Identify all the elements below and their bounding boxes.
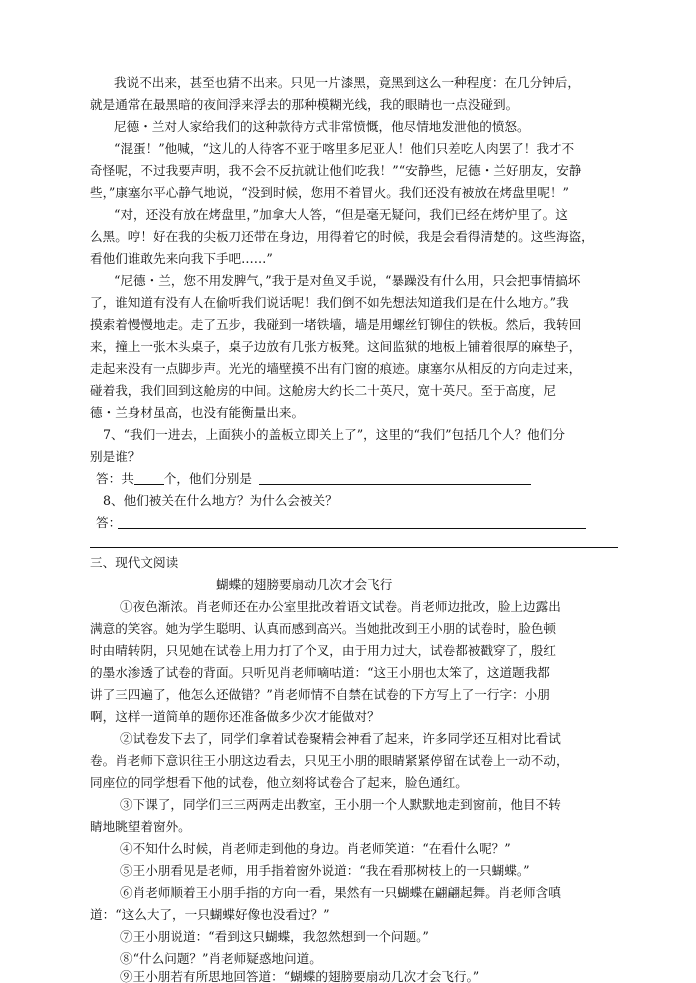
article-line: 时由晴转阴，只见她在试卷上用力打了个叉，由于用力过大，试卷都被戳穿了，殷红: [90, 643, 556, 658]
article-line: ⑨王小朋若有所思地回答道：“蝴蝶的翅膀要扇动几次才会飞行。”: [120, 970, 480, 983]
answer-prefix: 答：共: [96, 471, 134, 486]
question-8-answer-blank-2[interactable]: [90, 547, 618, 548]
article-line: 的墨水渗透了试卷的背面。只听见肖老师嘀咕道：“这王小朋也太笨了，这道题我都: [90, 665, 550, 680]
question-8: 8、他们被关在什么地方？为什么会被关？: [103, 493, 338, 508]
story-line: 了，谁知道有没有人在偷听我们说话呢！我们倒不如先想法知道我们是在什么地方。”我: [90, 295, 569, 310]
question-8-answer-blank-1[interactable]: [118, 528, 586, 529]
article-line: ④不知什么时候，肖老师走到他的身边。肖老师笑道：“在看什么呢？”: [120, 841, 511, 856]
story-line: 么黑。哼！好在我的尖板刀还带在身边，用得着它的时候，我是会看得清楚的。这些海盗，: [90, 229, 594, 244]
story-line: 尼德・兰对人家给我们的这种款待方式非常愤慨，他尽情地发泄他的愤怒。: [114, 119, 530, 134]
story-line: 些，”康塞尔平心静气地说，“没到时候，您用不着冒火。我们还没有被放在烤盘里呢！”: [90, 185, 569, 200]
article-line: ①夜色渐浓。肖老师还在办公室里批改着语文试卷。肖老师边批改，脸上边露出: [120, 599, 561, 614]
story-line: 我说不出来，甚至也猜不出来。只见一片漆黑，竟黑到这么一种程度：在几分钟后，: [114, 75, 580, 90]
answer-middle: 个，他们分别是: [163, 471, 252, 486]
article-line: ⑥肖老师顺着王小朋手指的方向一看，果然有一只蝴蝶在翩翩起舞。肖老师含嗔: [120, 885, 561, 900]
article-line: 啊，这样一道简单的题你还准备做多少次才能做对？: [90, 709, 380, 724]
names-answer-blank[interactable]: [259, 484, 531, 485]
story-line: 摸索着慢慢地走。走了五步，我碰到一堵铁墙，墙是用螺丝钉铆住的铁板。然后，我转回: [90, 317, 582, 332]
story-line: “尼德・兰，您不用发脾气，”我于是对鱼叉手说，“暴躁没有什么用，只会把事情搞坏: [114, 273, 581, 288]
story-line: “对，还没有放在烤盘里，”加拿大人答，“但是毫无疑问，我们已经在烤炉里了。这: [114, 207, 568, 222]
article-title: 蝴蝶的翅膀要扇动几次才会飞行: [216, 577, 393, 592]
section-heading: 三、现代文阅读: [90, 555, 179, 570]
article-line: 睛地眺望着窗外。: [90, 819, 191, 834]
question-8-answer-prefix: 答：: [96, 515, 122, 530]
story-line: 就是通常在最黑暗的夜间浮来浮去的那种模糊光线，我的眼睛也一点没碰到。: [90, 97, 519, 112]
article-line: 卷。肖老师下意识往王小朋这边看去，只见王小朋的眼睛紧紧停留在试卷上一动不动，: [90, 753, 569, 768]
question-7-answer: [96, 468, 624, 490]
story-line: 奇怪呢，不过我要声明，我不会不反抗就让他们吃我！”“安静些，尼德・兰好朋友，安静: [90, 163, 582, 178]
article-line: 道：“这么大了，一只蝴蝶好像也没看过？”: [90, 907, 330, 922]
article-line: ⑧“什么问题？”肖老师疑惑地问道。: [120, 951, 322, 966]
story-line: 德・兰身材虽高，也没有能衡量出来。: [90, 405, 305, 420]
article-line: 满意的笑容。她为学生聪明、认真而感到高兴。当她批改到王小朋的试卷时，脸色顿: [90, 621, 556, 636]
count-blank[interactable]: [134, 470, 164, 485]
question-7-line-2: 别是谁？: [90, 449, 141, 464]
story-line: 走起来没有一点脚步声。光光的墙壁摸不出有门窗的痕迹。康塞尔从相反的方向走过来，: [90, 361, 582, 376]
article-line: 同座位的同学想看下他的试卷，他立刻将试卷合了起来，脸色通红。: [90, 775, 468, 790]
story-line: 来，撞上一张木头桌子，桌子边放有几张方板凳。这间监狱的地板上铺着很厚的麻垫子，: [90, 339, 582, 354]
question-7-line-1: 7、“我们一进去，上面狭小的盖板立即关上了”，这里的“我们”包括几个人？他们分: [103, 427, 565, 442]
story-line: 看他们谁敢先来向我下手吧……”: [90, 251, 273, 266]
article-line: ②试卷发下去了，同学们拿着试卷聚精会神看了起来，许多同学还互相对比看试: [120, 731, 561, 746]
story-line: 碰着我，我们回到这舱房的中间。这舱房大约长二十英尺，宽十英尺。至于高度，尼: [90, 383, 556, 398]
article-line: ⑤王小朋看见是老师，用手指着窗外说道：“我在看那树枝上的一只蝴蝶。”: [120, 863, 530, 878]
article-line: ③下课了，同学们三三两两走出教室，王小朋一个人默默地走到窗前，他目不转: [120, 797, 561, 812]
article-line: 讲了三四遍了，他怎么还做错？”肖老师情不自禁在试卷的下方写上了一行字：小朋: [90, 687, 550, 702]
article-line: ⑦王小朋说道：“看到这只蝴蝶，我忽然想到一个问题。”: [120, 929, 429, 944]
story-line: “混蛋！”他喊，“这儿的人待客不亚于喀里多尼亚人！他们只差吃人肉罢了！我才不: [114, 141, 575, 156]
